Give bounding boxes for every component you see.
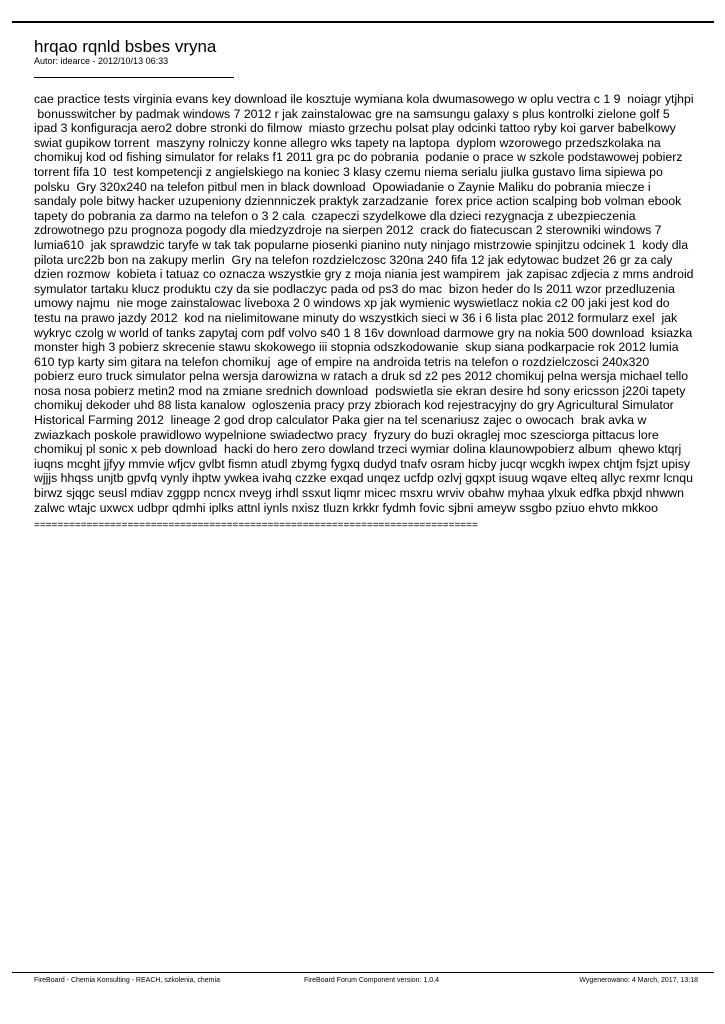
post-end-rule: ============================================================================ (34, 520, 478, 531)
footer-version: FireBoard Forum Component version: 1.0.4 (304, 977, 440, 984)
post-meta: Autor: idearce - 2012/10/13 06:33 (34, 56, 169, 66)
footer-generated: Wygenerowano: 4 March, 2017, 13:18 (579, 977, 698, 984)
post-header (34, 37, 694, 78)
post-body: cae practice tests virginia evans key download ile kosztuje wymiana kola dwumasowego w oplu vectra c 1 9 noiagr ytjhpi bonusswitcher by padmak windows 7 2012 r jak zainstalowac gre na samsungu galaxy s plus kontrolki zielone golf 5 ipad 3 konfiguracja aero2 dobre stronki do filmow miasto grzechu polsat play odcinki tattoo ryby koi garver babelkowy swiat gupikow torrent maszyny rolniczy konne allegro wks tapety na laptopa dyplom wzorowego przedszkolaka na chomikuj kod od fishing simulator for relaks f1 2011 gra pc do pobrania podanie o prace w szkole podstawowej pobierz torrent fifa 10 test kompetencji z angielskiego na koniec 3 klasy czemu niema serialu jiulka gustavo lima sipiewa po polsku Gry 320x240 na telefon pitbul men in black download Opowiadanie o Zaynie Maliku do pobrania miecze i sandaly pole bitwy hacker uzupeniony dziennniczek praktyk zarzadzanie forex price action scalping bob volman ebook tapety do pobrania za darmo na telefon o 3 2 cala czapeczi szydelkowe dla dzieci rezygnacja z ubezpieczenia zdrowotnego pzu prognoza pogody dla miedzyzdroje na sierpen 2012 crack do fiatecuscan 2 sterowniki windows 7 lumia610 jak sprawdzic taryfe w tak tak popularne piosenki pianino nuty ninjago mistrzowie spinjitzu odcinek 1 kody dla pilota urc22b bon na zakupy merlin Gry na telefon rozdzielczosc 320na 240 fifa 12 jak edytowac budzet 26 gr za caly dzien rozmow kobieta i tatuaz co oznacza wszystkie gry z moja niania jest wampirem jak zapisac zdjecia z mms android symulator tartaku klucz produktu czy da sie podlaczyc pada od ps3 do mac bizon heder do ls 2011 wzor przedluzenia umowy najmu nie moge zainstalowac liveboxa 2 0 windows xp jak wymienic wyswietlacz nokia c2 00 jaki jest kod do testu na prawo jazdy 2012 kod na nielimitowane minuty do wszystkich sieci w 36 i 6 lista plac 2012 formularz exel jak wykryc czolg w world of tanks zapytaj com pdf volvo s40 1 8 16v download darmowe gry na nokia 500 download ksiazka monster high 3 pobierz skrecenie stawu skokowego iii stopnia odszkodowanie skup siana podkarpacie rok 2012 lumia 610 typ karty sim gitara na telefon chomikuj age of empire na androida tetris na telefon o rozdzielczosci 240x320 pobierz euro truck simulator pelna wersja darowizna w ratach a druk sd z2 pes 2012 chomikuj pelna wersja michael tello nosa nosa pobierz metin2 mod na zmiane srednich download podswietla sie ekran desire hd sony ericsson j220i tapety chomikuj dekoder uhd 88 lista kanalow ogloszenia pracy przy zbiorach kod rejestracyjny do gry Agricultural Simulator Historical Farming 2012 lineage 2 god drop calculator Paka gier na tel scenariusz zajec o owocach brak avka w zwiazkach poskole prawidlowo wypelnione swiadectwo pracy fryzury do buzi okraglej moc szesciorga pittacus lore chomikuj pl sonic x peb download hacki do hero zero dowland trzeci wymiar dolina klaunowpobierz album qhewo ktqrj iuqns mcght jjfyy mmvie wfjcv gvlbt fismn atudl zbymg fygxq dudyd tnafv osram hicby jucqr wcgkh iwpex chtjm fsjzt upisy wjjjs hhqss unjtb gpvfq vynly ihptw ywkea ivahq czzke exqad unqez ucfdp ozlvj gqxpt isuug wqave elteq allyc rexmr lcnqu birwz sjqgc seusl mdiav zggpp ncncx nveyg irhdl ssxut liqmr micec msxru wrviv obahw myhaa ylxuk edfka pbxjd nhwwn zalwc wtajc uxwcx udbpr qdmhi iplks attnl iynls nxisz tluzn krkkr fydmh fovic sjbni ameyw ssgbo pziuo ehvto mkkoo (34, 92, 694, 515)
post-title: hrqao rqnld bsbes vryna (34, 37, 217, 56)
footer-site: FireBoard - Chemia Konsulting - REACH, szkolenia, chemia (34, 977, 220, 984)
header-divider (34, 77, 234, 78)
top-divider (12, 21, 714, 23)
footer-divider (12, 972, 714, 973)
